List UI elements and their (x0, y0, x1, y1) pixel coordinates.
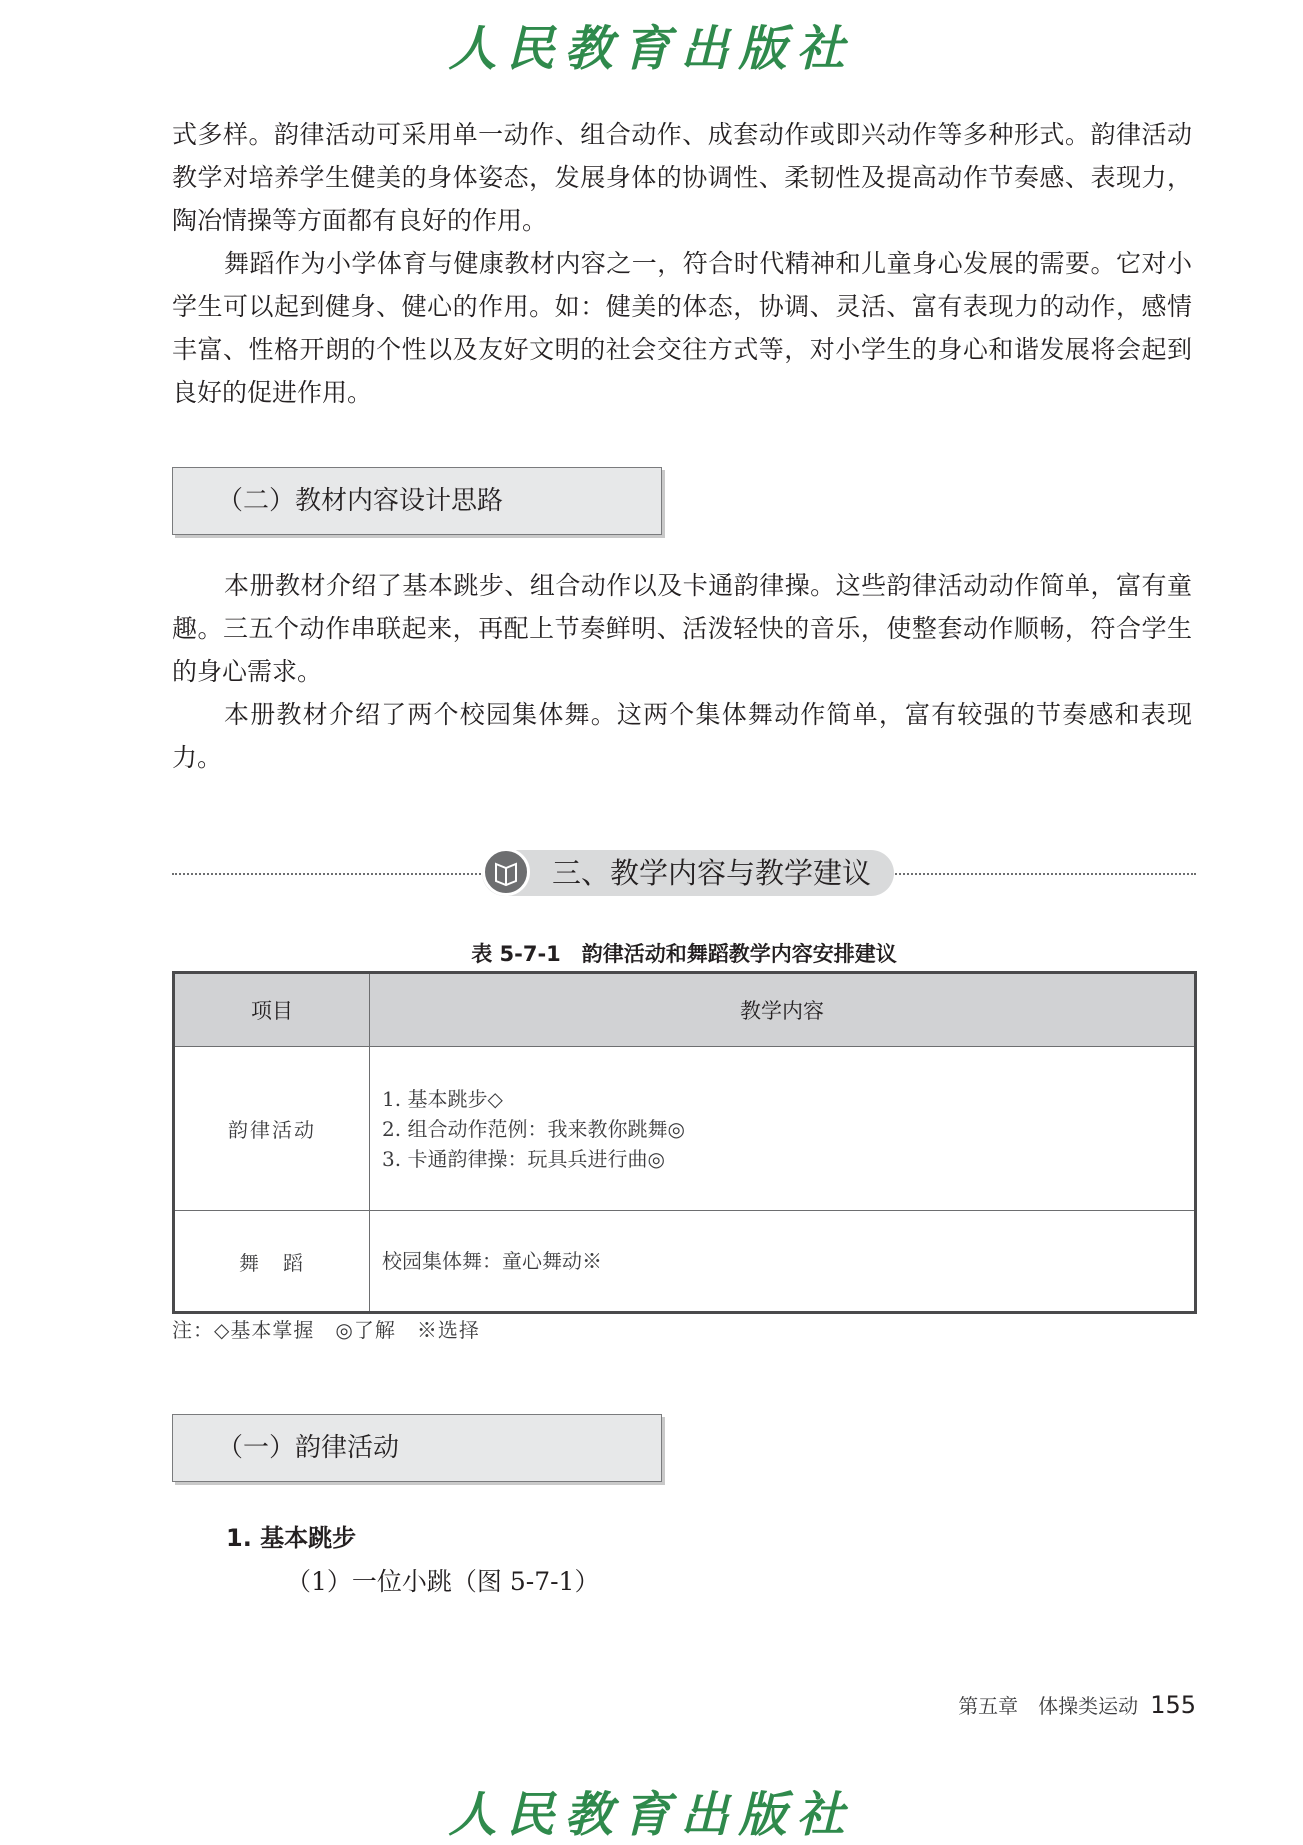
page-footer (900, 1690, 1196, 1719)
publisher-logo-bottom: 人民教育出版社 (448, 1787, 855, 1843)
table-row-content (370, 1047, 1196, 1211)
list-item: 1. 基本跳步◇ (382, 1086, 503, 1111)
chapter-label: 第五章 体操类运动 (958, 1694, 1139, 1718)
list-item: 2. 组合动作范例：我来教你跳舞◎ (382, 1116, 685, 1141)
page-number: 155 (1150, 1691, 1196, 1719)
publisher-logo-top: 人民教育出版社 (448, 21, 855, 77)
table-row (174, 1211, 1196, 1313)
subheading: 1. 基本跳步 (226, 1524, 357, 1552)
table-row-label: 韵律活动 (174, 1047, 370, 1211)
table-header-item: 项目 (174, 973, 370, 1047)
table-row (174, 1047, 1196, 1211)
section-title-1: （一）韵律活动 (172, 1414, 662, 1482)
table-row-label: 舞 蹈 (174, 1211, 370, 1313)
sub-subheading: （1）一位小跳（图 5-7-1） (286, 1567, 600, 1596)
table-header-content: 教学内容 (370, 973, 1196, 1047)
paragraph-4: 本册教材介绍了两个校园集体舞。这两个集体舞动作简单，富有较强的节奏感和表现力。 (172, 700, 1192, 772)
table-header-row (174, 973, 1196, 1047)
section-title-2: （二）教材内容设计思路 (172, 467, 662, 535)
paragraph-3: 本册教材介绍了基本跳步、组合动作以及卡通韵律操。这些韵律活动动作简单，富有童趣。三五个动作串联起来，再配上节奏鲜明、活泼轻快的音乐，使整套动作顺畅，符合学生的身心需求。 (172, 571, 1192, 686)
book-icon (482, 848, 530, 896)
chapter-heading (172, 850, 1196, 896)
paragraph-1: 式多样。韵律活动可采用单一动作、组合动作、成套动作或即兴动作等多种形式。韵律活动教学对培养学生健美的身体姿态，发展身体的协调性、柔韧性及提高动作节奏感、表现力，陶冶情操等方面都有良好的作用。 (172, 120, 1192, 235)
table-caption: 表 5-7-1 韵律活动和舞蹈教学内容安排建议 (471, 942, 897, 966)
table-note: 注：◇基本掌握 ◎了解 ※选择 (172, 1318, 480, 1342)
chapter-heading-text: 三、教学内容与教学建议 (552, 856, 872, 890)
list-item: 3. 卡通韵律操：玩具兵进行曲◎ (382, 1146, 665, 1171)
table-row-content: 校园集体舞：童心舞动※ (370, 1211, 1196, 1313)
paragraph-2: 舞蹈作为小学体育与健康教材内容之一，符合时代精神和儿童身心发展的需要。它对小学生可以起到健身、健心的作用。如：健美的体态，协调、灵活、富有表现力的动作，感情丰富、性格开朗的个性以及友好文明的社会交往方式等，对小学生的身心和谐发展将会起到良好的促进作用。 (172, 249, 1192, 407)
content-table (172, 971, 1197, 1314)
